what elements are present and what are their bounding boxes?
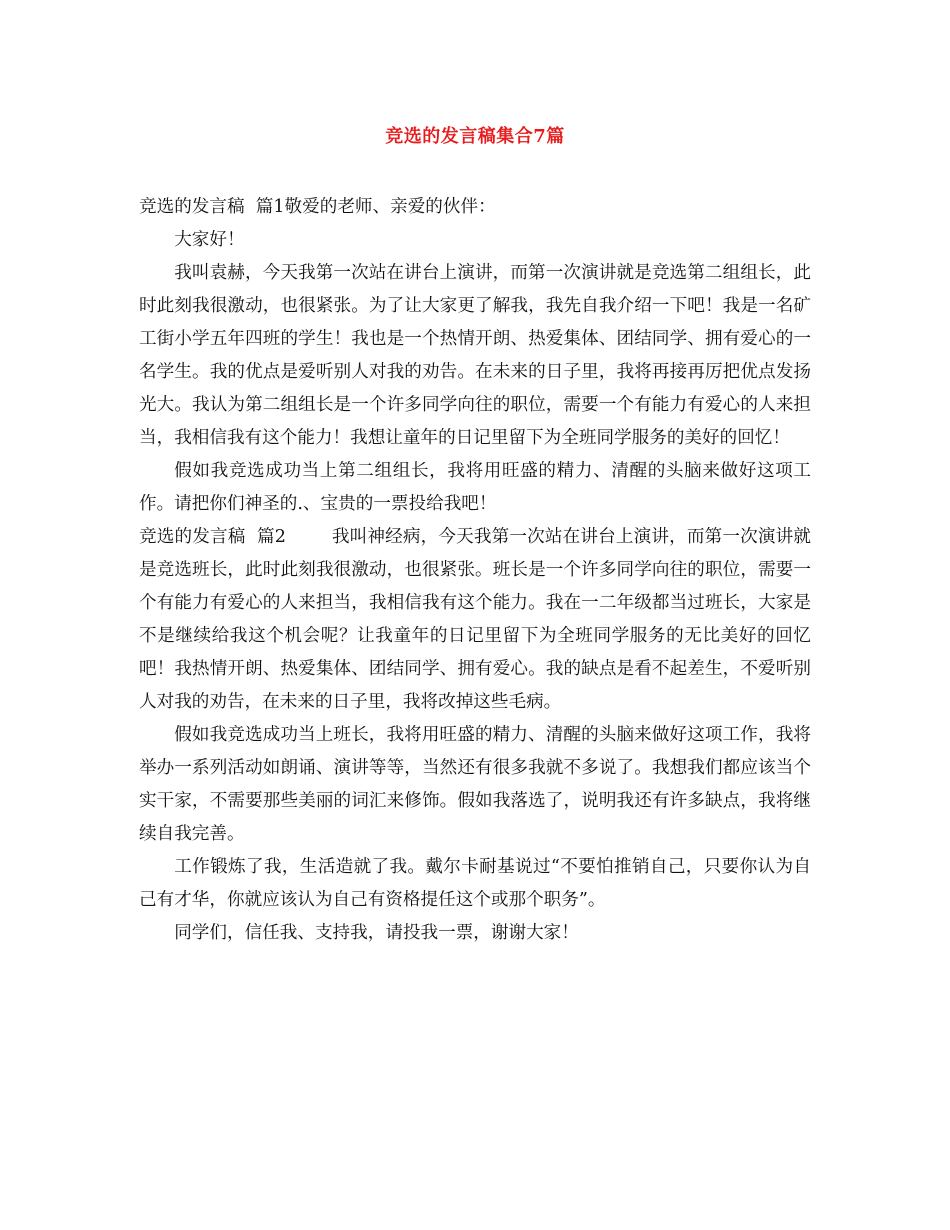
paragraph-heading-2: 竞选的发言稿 篇2 我叫神经病，今天我第一次站在讲台上演讲，而第一次演讲就是竞选班长，此时此刻我很激动，也很紧张。班长是一个许多同学向往的职位，需要一个有能力有爱心的人来担当，我相信我有这个能力。我在一二年级都当过班长，大家是不是继续给我这个机会呢？让我童年的日记里留下为全班同学服务的无比美好的回忆吧！我热情开朗、热爱集体、团结同学、拥有爱心。我的缺点是看不起差生，不爱听别人对我的劝告，在未来的日子里，我将改掉这些毛病。 xyxy=(139,527,811,712)
paragraph-closing-1: 假如我竞选成功当上第二组组长，我将用旺盛的精力、清醒的头脑来做好这项工作。请把你们神圣的.、宝贵的一票投给我吧！ xyxy=(139,461,811,514)
paragraph-plan-2: 假如我竞选成功当上班长，我将用旺盛的精力、清醒的头脑来做好这项工作，我将举办一系列活动如朗诵、演讲等等，当然还有很多我就不多说了。我想我们都应该当个实干家，不需要那些美丽的词汇来修饰。假如我落选了，说明我还有许多缺点，我将继续自我完善。 xyxy=(139,725,811,844)
document-title: 竞选的发言稿集合7篇 xyxy=(385,126,565,147)
paragraph-heading-1: 竞选的发言稿 篇1敬爱的老师、亲爱的伙伴： xyxy=(139,197,496,217)
paragraph-intro-1: 我叫袁赫，今天我第一次站在讲台上演讲，而第一次演讲就是竞选第二组组长，此时此刻我很激动，也很紧张。为了让大家更了解我，我先自我介绍一下吧！我是一名矿工街小学五年四班的学生！我也是一个热情开朗、热爱集体、团结同学、拥有爱心的一名学生。我的优点是爱听别人对我的劝告。在未来的日子里，我将再接再厉把优点发扬光大。我认为第二组组长是一个许多同学向往的职位，需要一个有能力有爱心的人来担当，我相信我有这个能力！我想让童年的日记里留下为全班同学服务的美好的回忆！ xyxy=(139,263,811,448)
paragraph-closing-2: 同学们，信任我、支持我，请投我一票，谢谢大家！ xyxy=(174,923,579,943)
paragraph-greeting: 大家好！ xyxy=(174,230,245,250)
document-body xyxy=(139,191,811,950)
paragraph-quote-2: 工作锻炼了我，生活造就了我。戴尔卡耐基说过“不要怕推销自己，只要你认为自己有才华，你就应该认为自己有资格提任这个或那个职务”。 xyxy=(139,857,811,910)
